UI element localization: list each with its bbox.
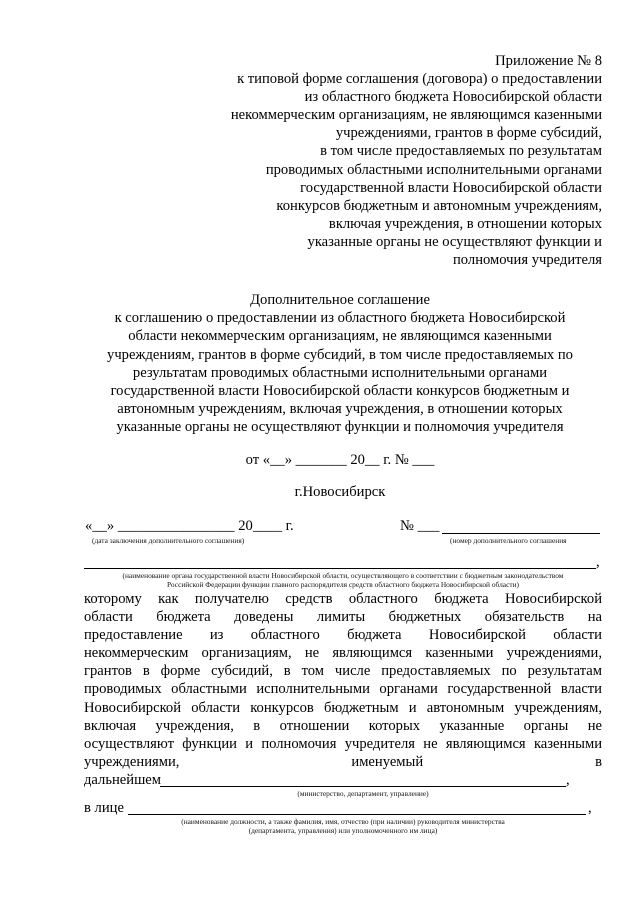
title-line: Дополнительное соглашение	[250, 292, 430, 308]
further-label: дальнейшем	[84, 772, 162, 788]
appendix-line: Приложение № 8	[495, 53, 602, 69]
appendix-line: некоммерческим организациям, не являющимся казенными	[230, 107, 602, 124]
person-label: в лице	[84, 800, 124, 816]
agreement-number-caption: (номер дополнительного соглашения	[450, 536, 567, 545]
authority-name-field[interactable]	[84, 568, 596, 569]
further-comma: ,	[566, 772, 570, 788]
title-line: области некоммерческим организациям, не являющимся казенными	[128, 328, 552, 345]
appendix-line: включая учреждения, в отношении которых	[328, 215, 602, 232]
authority-caption-line: Российской Федерации функции главного распорядителя средств областного бюджета Новосибирской области)	[166, 580, 519, 589]
authority-comma: ,	[596, 554, 600, 570]
body-line: Новосибирской области конкурсов бюджетным и автономным учреждениям,	[84, 699, 602, 716]
agreement-number-field[interactable]	[442, 533, 600, 534]
city: г.Новосибирск	[294, 484, 386, 500]
title-line: результатам проводимых областными исполнительными органами	[132, 364, 548, 381]
agreement-date-caption: (дата заключения дополнительного соглашения)	[92, 536, 245, 545]
document-title	[80, 291, 600, 437]
appendix-line: из областного бюджета Новосибирской области	[304, 89, 602, 106]
date-number-line: от «__» _______ 20__ г. № ___	[245, 452, 435, 468]
appendix-line: в том числе предоставляемых по результатам	[320, 143, 602, 160]
body-line: проводимых областными исполнительными органами государственной власти	[84, 681, 602, 698]
body-line: которому как получателю средств областного бюджета Новосибирской	[84, 591, 602, 607]
representative-field[interactable]	[128, 814, 586, 815]
appendix-line: конкурсов бюджетным и автономным учреждениям,	[276, 197, 602, 214]
appendix-line: учреждениями, грантов в форме субсидий,	[335, 125, 602, 142]
appendix-line: государственной власти Новосибирской области	[300, 179, 602, 196]
appendix-header	[200, 52, 602, 269]
title-line: учреждениям, грантов в форме субсидий, в том числе предоставляемых по	[107, 346, 573, 363]
appendix-line: полномочия учредителя	[453, 252, 602, 269]
representative-caption-line: (департамента, управления) или уполномоченного им лица)	[248, 826, 438, 835]
agreement-number-label: № ___	[400, 518, 440, 534]
title-line: указанные органы не осуществляют функции и полномочия учредителя	[116, 419, 564, 436]
appendix-line: проводимых областными исполнительными органами	[265, 161, 602, 178]
appendix-line: указанные органы не осуществляют функции и	[307, 233, 602, 250]
agreement-date-field[interactable]: «__» ________________ 20____ г.	[85, 518, 294, 534]
title-line: автономным учреждениям, включая учреждения, в отношении которых	[117, 401, 563, 418]
body-line: области бюджета доведены лимиты бюджетных обязательств на	[84, 609, 602, 626]
title-line: государственной власти Новосибирской области конкурсов бюджетным и	[110, 383, 570, 400]
person-comma: ,	[588, 800, 592, 816]
body-line: грантов в форме субсидий, в том числе предоставляемых по результатам	[84, 663, 602, 680]
body-line: учреждениями, именуемый в	[84, 753, 602, 770]
appendix-line: к типовой форме соглашения (договора) о предоставлении	[237, 71, 602, 88]
ministry-caption: (министерство, департамент, управление)	[297, 789, 429, 798]
body-line: включая учреждения, в отношении которых указанные органы не	[84, 717, 602, 734]
ministry-name-field[interactable]	[160, 786, 566, 787]
body-line: осуществляют функции и полномочия учредителя не являющимся казенными	[84, 735, 602, 752]
representative-caption-line: (наименование должности, а также фамилия, имя, отчество (при наличии) руководителя министерства	[181, 817, 505, 826]
title-line: к соглашению о предоставлении из областного бюджета Новосибирской	[114, 310, 566, 327]
body-line: предоставление из областного бюджета Новосибирской области	[84, 627, 602, 644]
authority-caption-line: (наименование органа государственной власти Новосибирской области, осуществляющего в соответствии с бюджетным законодательством	[122, 571, 564, 580]
body-line: некоммерческим организациям, не являющимся казенными учреждениями,	[84, 645, 602, 662]
body-paragraph	[84, 590, 602, 771]
